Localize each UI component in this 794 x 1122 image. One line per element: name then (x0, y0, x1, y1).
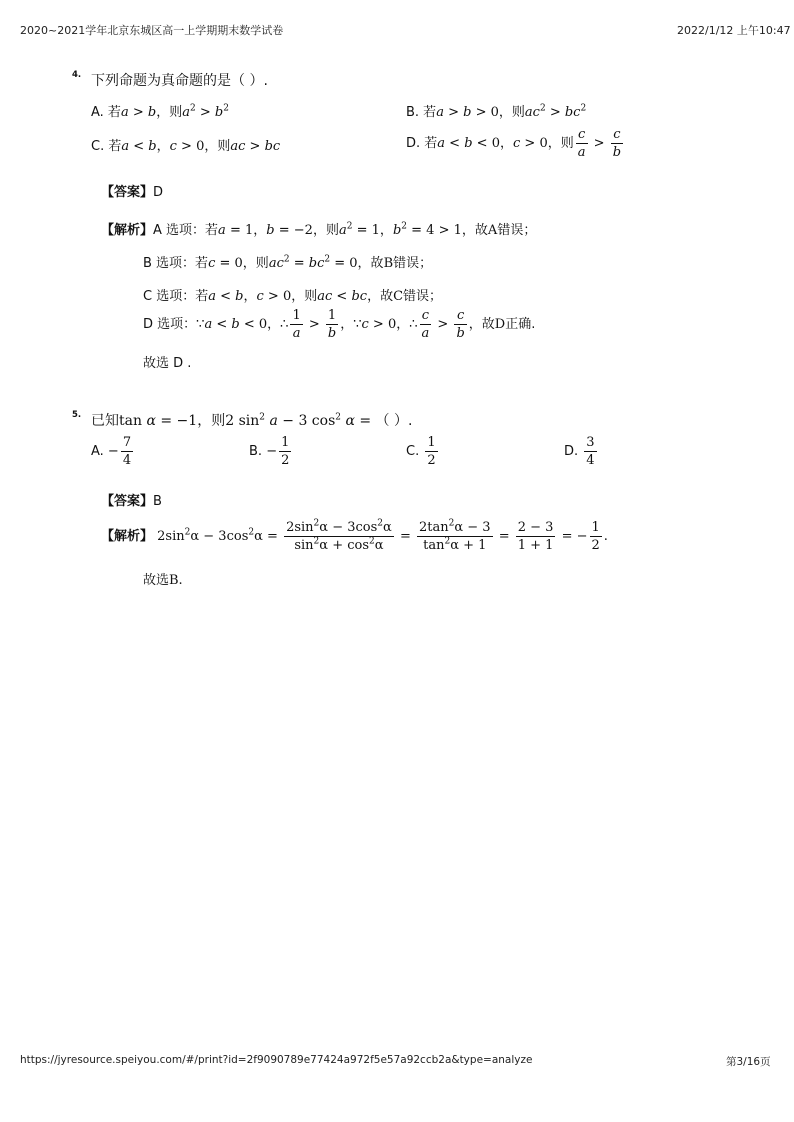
option-d: D. 若a < b < 0，c > 0，则 $\frac{c}{a}$ > $\frac{c}{b}$ (406, 127, 622, 160)
option-b: B. − $\frac{1}{2}$ (249, 435, 290, 468)
option-a: A. 若a > b，则$a^2 > b^2$ (91, 103, 229, 120)
option-c: C. 若a < b，c > 0，则ac > bc (91, 139, 281, 154)
question-stem: 已知tan α = −1，则2 $\sin^2 a - 3$ $\cos^2 \alpha$ = （ ）. (91, 412, 413, 429)
header-timestamp: 2022/1/12 上午10:47 (677, 24, 791, 37)
question-number: 5. (72, 410, 82, 420)
analysis-formula: 【解析】 $2\sin^2\alpha - 3\cos^2\alpha$ = $\frac{2\sin^2\alpha - 3\cos^2\alpha}{\sin^2\alpha + \cos^2\alpha}$ = $\frac{2\tan^2\alpha - 3}{\tan^2\alpha + 1}$ = $\frac{2 - 3}{1 + 1}$ = − $\frac{1}{2}$ . (101, 518, 608, 553)
option-b: B. 若a > b > 0，则$ac^2 > bc^2$ (406, 103, 587, 120)
question-stem: 下列命题为真命题的是（ ）. (91, 73, 268, 89)
option-a: A. − $\frac{7}{4}$ (91, 435, 132, 468)
footer-url: https://jyresource.speiyou.com/#/print?id=2f9090789e77424a972f5e57a92ccb2a&type=analyze (20, 1054, 533, 1066)
header-title: 2020~2021学年北京东城区高一上学期期末数学试卷 (20, 24, 284, 37)
answer-line: 【答案】B (101, 494, 162, 509)
option-d: D. $\frac{3}{4}$ (564, 435, 595, 468)
option-c: C. $\frac{1}{2}$ (406, 435, 436, 468)
answer-value: D (153, 185, 164, 200)
analysis-a: 【解析】A 选项：若a = 1，b = −2，则$a^2 = 1$，$b^2 = 4 > 1$，故A错误； (101, 221, 537, 238)
question-number: 4. (72, 70, 82, 80)
answer-value: B (153, 494, 162, 509)
answer-line: 【答案】D (101, 185, 164, 200)
analysis-b: B 选项：若c = 0，则$ac^2 = bc^2 = 0$，故B错误； (143, 254, 433, 271)
analysis-conclusion: 故选B. (143, 573, 183, 588)
analysis-conclusion: 故选 D . (143, 356, 192, 371)
analysis-d: D 选项：∵a < b < 0，∴ $\frac{1}{a}$ > $\frac{1}{b}$ ，∵c > 0，∴ $\frac{c}{a}$ > $\frac{c}{b}$ ，故D正确. (143, 308, 536, 341)
page-number: 第3/16页 (726, 1056, 771, 1068)
analysis-c: C 选项：若a < b，c > 0，则ac < bc，故C错误； (143, 289, 443, 304)
